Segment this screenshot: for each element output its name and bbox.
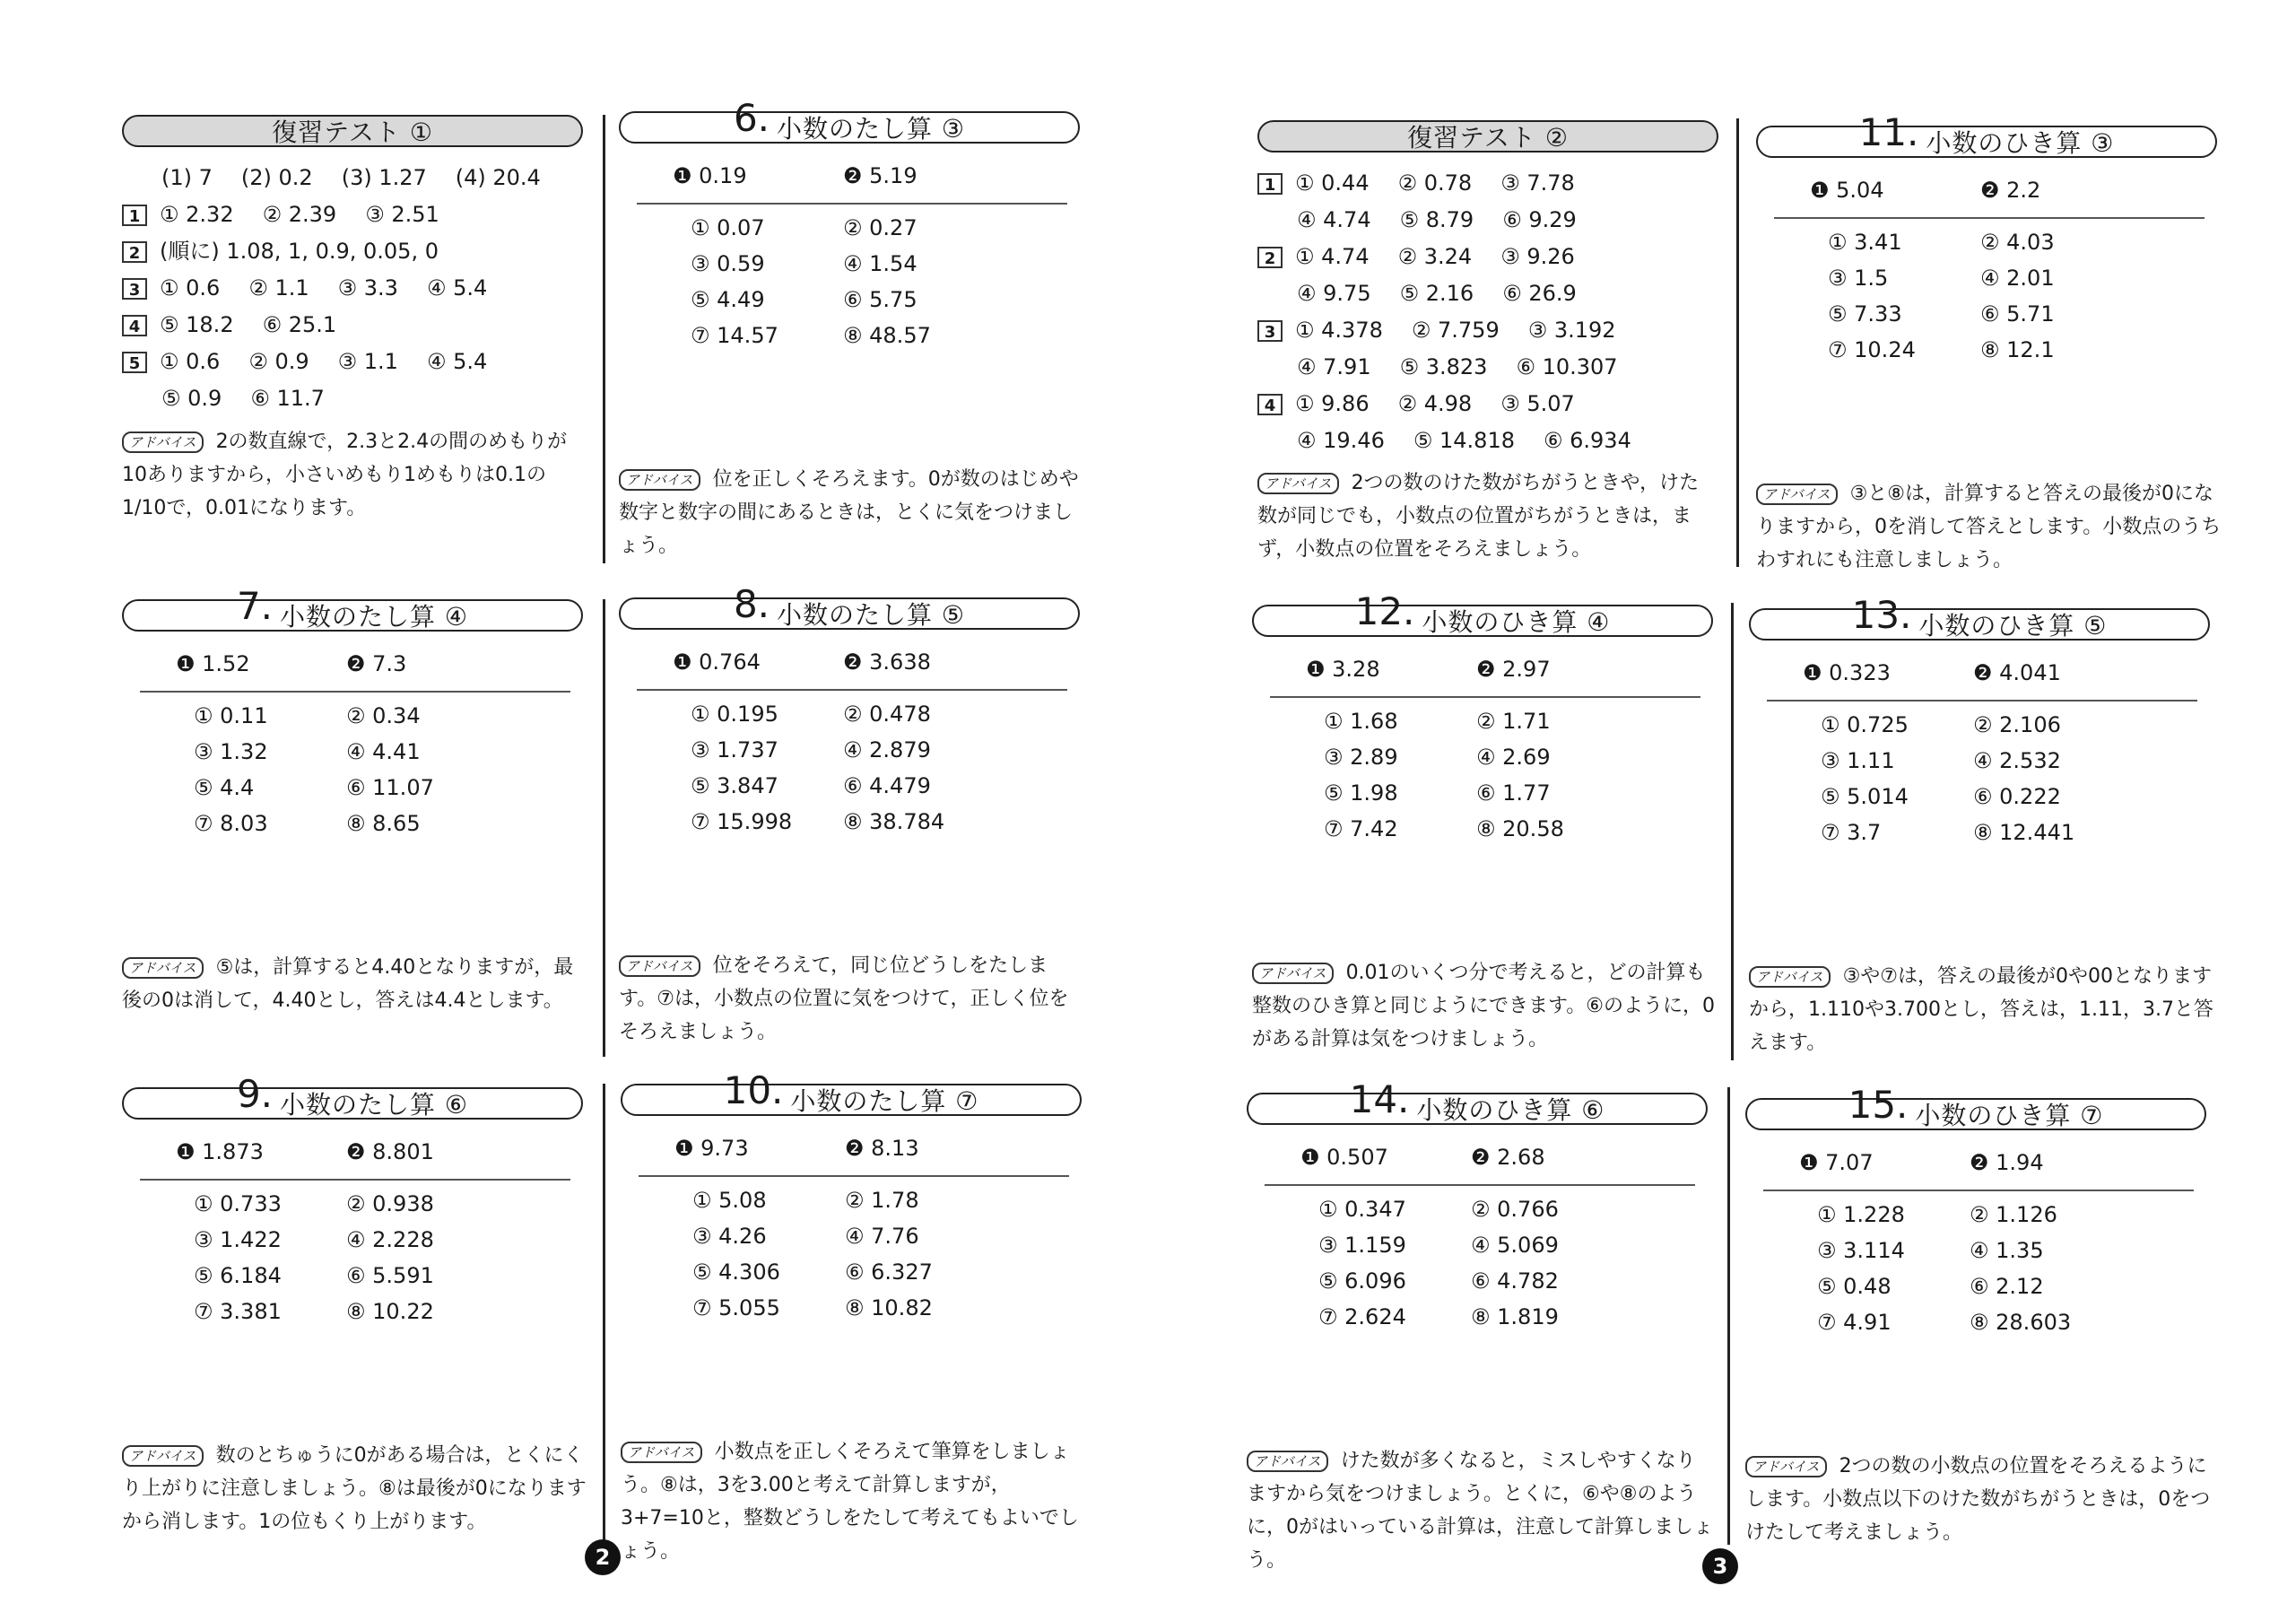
review-row [122,233,588,270]
answer-item: ② 1.126 [1970,1202,2057,1227]
answer-item: ① 0.725 [1821,712,1909,737]
answer-section [619,96,1085,578]
answer-item: ⑤ 6.096 [1318,1268,1406,1294]
advice-tag: アドバイス [621,1442,702,1463]
answer-item: ⑧ 8.65 [346,811,421,836]
answer-item: ⑤ 4.49 [691,287,765,312]
answer-item: ⑧ 12.441 [1973,820,2075,845]
answer-item: ⑥ 6.327 [845,1259,933,1285]
example-answer: ❶ 9.73 [674,1136,749,1161]
example-answer: ❶ 0.507 [1300,1145,1388,1170]
review-answers [122,160,588,417]
review-row [1257,423,1724,459]
problem-number: 3 [1257,320,1283,342]
problem-number: 2 [1257,247,1283,268]
answer-item: ① 0.195 [691,702,778,727]
answer-grid [194,703,552,836]
answer-item: ④ 4.74 [1297,207,1371,232]
answer-item: ② 0.78 [1397,170,1473,196]
review-row [1257,239,1724,275]
answer-item: ④ 2.879 [843,737,931,763]
example-answer: ❶ 7.07 [1799,1150,1874,1175]
problem-number: 4 [122,315,147,336]
answer-item: ③ 1.159 [1318,1233,1406,1258]
review-test-2 [1257,120,1724,587]
advice-block [1749,960,2215,1059]
answer-item: ③ 1.422 [194,1227,282,1252]
column-divider [1727,1087,1730,1545]
answer-item: ④ 2.69 [1476,745,1551,770]
section-title [1756,110,2217,158]
answer-item: ④ 5.069 [1471,1233,1559,1258]
answer-grid [691,215,1049,348]
answer-item: ⑥ 5.75 [843,287,918,312]
advice-block [1745,1450,2212,1549]
answer-item: ① 5.08 [692,1188,767,1213]
example-answers [674,1136,1015,1161]
problem-number: 1 [122,205,147,226]
column-divider [1731,603,1734,1060]
answer-item: ③ 9.26 [1500,244,1575,269]
answer-item: ⑤ 1.98 [1324,780,1398,806]
answer-grid [1324,709,1683,841]
section-heading: 小数のたし算 ③ [777,114,966,144]
answer-item: ⑦ 10.24 [1828,337,1916,362]
answer-item: ⑦ 3.7 [1821,820,1882,845]
section-number: 10. [723,1068,784,1112]
advice-block [122,951,588,1017]
answer-item: ⑧ 12.1 [1980,337,2055,362]
answer-item: ⑦ 14.57 [691,323,778,348]
answer-item: ⑤ 4.4 [194,775,255,800]
review-test-1 [122,115,588,581]
answer-item: ① 0.6 [160,349,221,374]
example-answer: ❶ 0.19 [673,163,747,188]
answer-item: ④ 7.91 [1297,354,1371,379]
answer-item: ① 1.68 [1324,709,1398,734]
advice-text: 数のとちゅうに0がある場合は，とくにくり上がりに注意しましょう。⑧は最後が0になりますから消します。1の位もくり上がります。 [122,1444,587,1533]
answer-item: ⑤ 6.184 [194,1263,282,1288]
answer-item: ① 3.41 [1828,230,1902,255]
answer-item: ④ 5.4 [426,275,488,301]
example-answers [1803,660,2144,685]
answer-item: ① 9.86 [1295,391,1370,416]
section-number: 14. [1349,1077,1410,1121]
review-row [1257,202,1724,239]
review-row [122,380,588,417]
answer-item: ② 1.1 [248,275,309,301]
answer-item: ⑤ 0.9 [161,386,222,411]
separator-line [140,691,570,693]
review-row [1257,165,1724,202]
separator-line [1774,217,2205,219]
example-answer: ❷ 2.68 [1471,1145,1545,1170]
answer-item: ④ 1.54 [843,251,918,276]
section-title [122,584,583,632]
answer-item: (1) 7 [161,165,213,190]
section-title [1749,593,2210,641]
review-row [122,196,588,233]
answer-item: ⑤ 3.823 [1399,354,1488,379]
problem-number: 2 [122,241,147,263]
section-number: 7. [236,584,274,628]
answer-item: ⑥ 10.307 [1516,354,1618,379]
problem-number: 3 [122,278,147,300]
example-answers [176,651,517,676]
example-answer: ❶ 0.764 [673,649,761,675]
example-answers [1300,1145,1641,1170]
advice-text: 2つの数の小数点の位置をそろえるようにします。小数点以下のけた数がちがうときは，0をつけたして考えましょう。 [1745,1455,2211,1544]
example-answer: ❷ 1.94 [1970,1150,2044,1175]
example-answer: ❷ 3.638 [843,649,931,675]
advice-tag: アドバイス [122,431,204,453]
answer-item: ④ 9.75 [1297,281,1371,306]
answer-item: (3) 1.27 [341,165,427,190]
example-answers [1306,657,1647,682]
answer-item: ⑥ 11.07 [346,775,434,800]
answer-item: ① 0.07 [691,215,765,240]
section-number: 9. [236,1072,274,1116]
answer-item: ① 0.11 [194,703,268,728]
answer-grid [1821,712,2179,845]
section-heading: 小数のひき算 ⑥ [1416,1095,1605,1125]
advice-tag: アドバイス [1247,1451,1328,1472]
review-row [1257,312,1724,349]
answer-item: ③ 5.07 [1500,391,1575,416]
answer-item: ⑥ 4.782 [1471,1268,1559,1294]
answer-item: ② 0.478 [843,702,931,727]
answer-item: ③ 1.1 [337,349,398,374]
example-answers [1810,178,2151,203]
example-answer: ❶ 5.04 [1810,178,1884,203]
section-title [1247,1077,1708,1125]
answer-item: ⑤ 8.79 [1399,207,1474,232]
answer-item: ① 0.347 [1318,1197,1406,1222]
advice-block [1247,1444,1713,1577]
answer-item: ④ 4.41 [346,739,421,764]
separator-line [1270,696,1700,698]
answer-item: ④ 1.35 [1970,1238,2044,1263]
answer-item: ① 2.32 [160,202,234,227]
answer-item: ⑦ 2.624 [1318,1304,1406,1329]
advice-tag: アドバイス [122,1445,204,1467]
advice-block [619,463,1085,562]
example-answer: ❶ 3.28 [1306,657,1380,682]
answer-item: ① 4.74 [1295,244,1370,269]
answer-section [1745,1083,2212,1564]
advice-text: 小数点を正しくそろえて筆算をしましょう。⑧は，3を3.00と考えて計算しますが，3+7=10と，整数どうしをたして考えてもよいでしょう。 [621,1441,1079,1563]
answer-item: ③ 2.51 [365,202,439,227]
advice-tag: アドバイス [619,469,700,491]
section-title [1745,1083,2206,1130]
example-answer: ❶ 1.52 [176,651,250,676]
problem-number: 4 [1257,394,1283,415]
section-heading: 小数のたし算 ⑤ [777,600,966,630]
example-answer: ❷ 2.2 [1980,178,2041,203]
answer-item: ② 7.759 [1411,318,1500,343]
section-title [1252,589,1713,637]
answer-item: ⑥ 2.12 [1970,1274,2044,1299]
answer-item: ⑤ 14.818 [1413,428,1515,453]
answer-item: ③ 1.11 [1821,748,1895,773]
answer-item: ④ 2.01 [1980,266,2055,291]
answer-item: ⑥ 9.29 [1502,207,1577,232]
answer-item: ③ 1.32 [194,739,268,764]
answer-item: ⑤ 3.847 [691,773,778,798]
separator-line [1767,700,2197,702]
example-answers [176,1139,517,1164]
answer-item: ⑧ 10.22 [346,1299,434,1324]
answer-item: ⑥ 1.77 [1476,780,1551,806]
answer-item: ⑥ 25.1 [262,312,337,337]
answer-item: ③ 3.192 [1527,318,1616,343]
answer-item: ① 0.6 [160,275,221,301]
problem-number: 5 [122,352,147,373]
separator-line [1763,1190,2194,1191]
answer-item: ⑧ 28.603 [1970,1310,2072,1335]
answer-section [122,1072,588,1554]
answer-item: ⑤ 7.33 [1828,301,1902,327]
answer-item: (2) 0.2 [240,165,313,190]
example-answer: ❷ 5.19 [843,163,918,188]
answer-item: ④ 7.76 [845,1224,919,1249]
advice-block [619,949,1085,1049]
advice-text: けた数が多くなると，ミスしやすくなりますから気をつけましょう。とくに，⑥や⑧のように，0がはいっている計算は，注意して計算しましょう。 [1247,1450,1713,1572]
problem-number: 1 [1257,173,1283,195]
separator-line [639,1175,1069,1177]
advice-block [1257,466,1715,566]
answer-item: ④ 2.228 [346,1227,434,1252]
advice-block [122,425,579,525]
advice-text: 位をそろえて，同じ位どうしをたします。⑦は，小数点の位置に気をつけて，正しく位をそろえましょう。 [619,954,1069,1043]
advice-tag: アドバイス [1252,963,1334,984]
answer-item: ③ 7.78 [1500,170,1575,196]
advice-text: 0.01のいくつ分で考えると，どの計算も整数のひき算と同じようにできます。⑥のように，0がある計算は気をつけましょう。 [1252,962,1715,1050]
answer-item: ⑤ 18.2 [160,312,234,337]
column-divider [603,115,605,563]
answer-grid [691,702,1049,834]
answer-item: ⑥ 26.9 [1502,281,1577,306]
answer-item: ⑦ 8.03 [194,811,268,836]
answer-item: ⑤ 4.306 [692,1259,780,1285]
answer-section [1247,1077,1713,1572]
advice-text: 2つの数のけた数がちがうときや，けた数が同じでも，小数点の位置がちがうときは，まず，小数点の位置をそろえましょう。 [1257,472,1700,561]
advice-tag: アドバイス [1257,473,1339,494]
advice-text: ⑤は，計算すると4.40となりますが，最後の0は消して，4.40とし，答えは4.4とします。 [122,956,574,1012]
example-answer: ❷ 7.3 [346,651,407,676]
column-divider [1736,118,1739,567]
answer-section [621,1068,1087,1563]
advice-tag: アドバイス [1745,1456,1827,1477]
answer-grid [692,1188,1051,1320]
answer-item: ② 1.71 [1476,709,1551,734]
answer-item: ⑧ 1.819 [1471,1304,1559,1329]
advice-tag: アドバイス [619,955,700,977]
answer-item: ⑧ 20.58 [1476,816,1564,841]
section-heading: 小数のひき算 ⑦ [1915,1101,2104,1130]
answer-section [619,582,1085,1064]
example-answer: ❶ 1.873 [176,1139,264,1164]
section-title [122,1072,583,1120]
review-row [1257,275,1724,312]
answer-item: ④ 2.532 [1973,748,2061,773]
answer-item: ⑦ 15.998 [691,809,793,834]
example-answers [673,649,1013,675]
answer-item: (4) 20.4 [455,165,541,190]
section-heading: 小数のたし算 ⑥ [280,1090,469,1120]
advice-text: ③や⑦は，答えの最後が0や00となりますから，1.110や3.700とし，答えは，1.11，3.7と答えます。 [1749,965,2213,1054]
section-number: 6. [733,96,770,140]
page-number: 3 [1702,1548,1738,1584]
answer-item: ⑥ 6.934 [1543,428,1631,453]
separator-line [140,1179,570,1181]
answer-item: ⑤ 5.014 [1821,784,1909,809]
page-number: 2 [585,1539,621,1575]
review-row [1257,386,1724,423]
section-heading: 小数のたし算 ④ [280,602,469,632]
answer-item: ① 0.44 [1295,170,1370,196]
section-number: 8. [733,582,770,626]
answer-item: ② 4.98 [1397,391,1473,416]
answer-item: ③ 3.3 [337,275,398,301]
answer-grid [1817,1202,2176,1335]
section-number: 12. [1354,589,1415,633]
review-row [122,270,588,307]
separator-line [1265,1184,1695,1186]
answer-item: ⑧ 48.57 [843,323,931,348]
answer-item: ② 0.9 [248,349,309,374]
answer-item: ③ 1.5 [1828,266,1889,291]
answer-item: ⑥ 4.479 [843,773,931,798]
review-row [122,344,588,380]
answer-section [122,584,588,1066]
review-row [122,160,588,196]
example-answers [1799,1150,2140,1175]
advice-block [621,1435,1087,1568]
column-divider [603,599,605,1057]
answer-item: ⑦ 4.91 [1817,1310,1892,1335]
answer-item: ⑧ 38.784 [843,809,945,834]
answer-item: ③ 4.26 [692,1224,767,1249]
answer-item: ① 1.228 [1817,1202,1905,1227]
advice-block [1252,956,1718,1056]
advice-text: 位を正しくそろえます。0が数のはじめや数字と数字の間にあるときは，とくに気をつけましょう。 [619,468,1079,557]
column-divider [603,1084,605,1541]
answer-section [1756,110,2222,592]
advice-text: ③と⑧は，計算すると答えの最後が0になりますから，0を消して答えとします。小数点のうちわすれにも注意しましょう。 [1756,483,2222,571]
answer-item: ⑥ 11.7 [250,386,325,411]
answer-section [1749,593,2215,1075]
section-title: 復習テスト ② [1257,120,1718,153]
answer-item: ⑥ 5.591 [346,1263,434,1288]
advice-block [122,1439,588,1538]
answer-item: ② 4.03 [1980,230,2055,255]
separator-line [637,203,1067,205]
answer-item: ③ 3.114 [1817,1238,1905,1263]
advice-block [1756,477,2222,577]
example-answer: ❷ 4.041 [1973,660,2061,685]
answer-item: ⑤ 2.16 [1399,281,1474,306]
answer-section [1252,589,1718,1071]
example-answer: ❶ 0.323 [1803,660,1891,685]
answer-grid [1318,1197,1677,1329]
section-number: 15. [1848,1083,1909,1127]
section-number: 13. [1851,593,1912,637]
section-number: 11. [1858,110,1919,154]
answer-item: ③ 1.737 [691,737,778,763]
answer-item: ① 4.378 [1295,318,1383,343]
review-row [1257,349,1724,386]
section-heading: 小数のたし算 ⑦ [790,1086,979,1116]
answer-item: ② 1.78 [845,1188,919,1213]
answer-item: ② 0.34 [346,703,421,728]
answer-item: ⑥ 5.71 [1980,301,2055,327]
answer-grid [194,1191,552,1324]
review-answers [1257,165,1724,459]
answer-item: ⑦ 7.42 [1324,816,1398,841]
example-answer: ❷ 8.13 [845,1136,919,1161]
example-answer: ❷ 8.801 [346,1139,434,1164]
answer-item: ② 0.27 [843,215,918,240]
advice-tag: アドバイス [122,957,204,979]
answer-item: ② 0.766 [1471,1197,1559,1222]
section-heading: 小数のひき算 ③ [1926,128,2115,158]
advice-tag: アドバイス [1749,966,1831,988]
answer-item: ③ 0.59 [691,251,765,276]
example-answer: ❷ 2.97 [1476,657,1551,682]
advice-text: 2の数直線で，2.3と2.4の間のめもりが10ありますから，小さいめもり1めもりは0.1の1/10で，0.01になります。 [122,431,568,519]
answer-item: ① 0.733 [194,1191,282,1216]
section-title [619,96,1080,144]
answer-item: ② 0.938 [346,1191,434,1216]
answer-item: ⑦ 3.381 [194,1299,282,1324]
section-title [621,1068,1082,1116]
review-row [122,307,588,344]
section-heading: 小数のひき算 ④ [1422,607,1611,637]
answer-item: ⑤ 0.48 [1817,1274,1892,1299]
answer-item: (順に) 1.08, 1, 0.9, 0.05, 0 [160,239,439,264]
section-heading: 小数のひき算 ⑤ [1918,611,2108,641]
answer-item: ⑥ 0.222 [1973,784,2061,809]
answer-item: ② 2.106 [1973,712,2061,737]
example-answers [673,163,1013,188]
answer-item: ④ 5.4 [426,349,488,374]
answer-item: ③ 2.89 [1324,745,1398,770]
answer-item: ⑧ 10.82 [845,1295,933,1320]
separator-line [637,689,1067,691]
answer-grid [1828,230,2187,362]
answer-item: ② 3.24 [1397,244,1473,269]
answer-item: ④ 19.46 [1297,428,1385,453]
advice-tag: アドバイス [1756,484,1838,505]
section-title: 復習テスト ① [122,115,583,147]
section-title [619,582,1080,630]
answer-item: ⑦ 5.055 [692,1295,780,1320]
answer-item: ② 2.39 [262,202,337,227]
